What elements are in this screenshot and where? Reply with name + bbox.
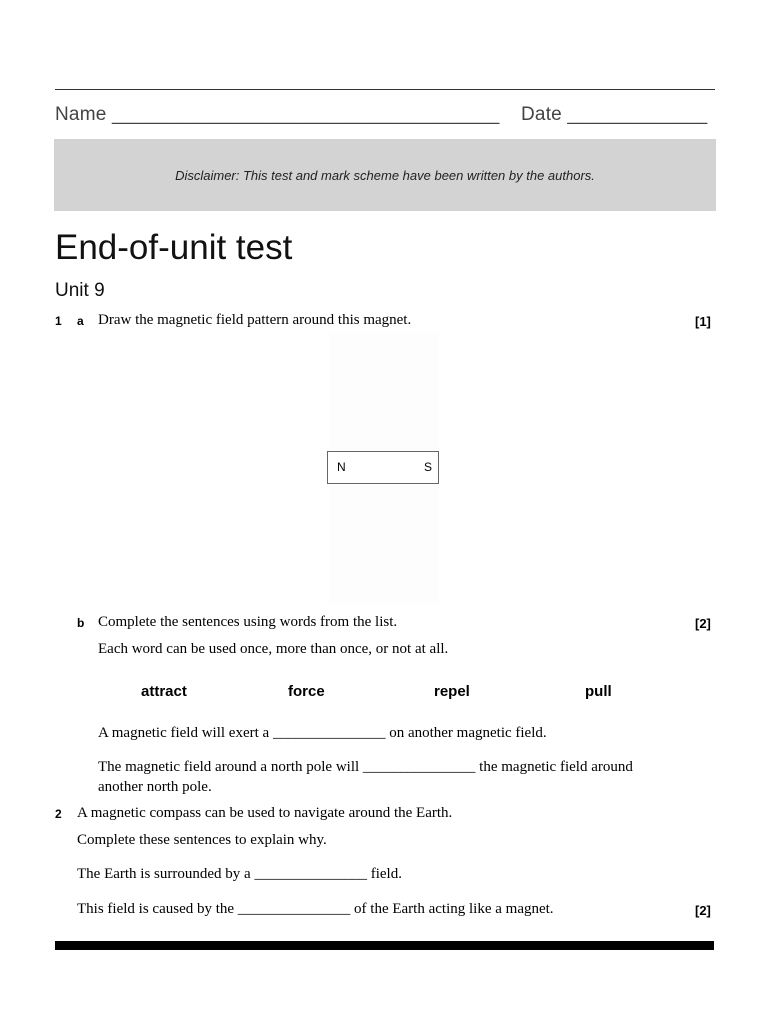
- question-2-sentence-2[interactable]: This field is caused by the _______________ of the Earth acting like a magnet.: [77, 901, 554, 917]
- magnet-south-label: S: [424, 460, 433, 474]
- bottom-rule: [55, 941, 714, 950]
- question-2-marks: [2]: [695, 903, 711, 918]
- question-1b-marks: [2]: [695, 616, 711, 631]
- date-field[interactable]: Date _____________: [521, 104, 708, 125]
- question-1b-instruction: Each word can be used once, more than once, or not at all.: [98, 641, 449, 657]
- word-option-attract: attract: [141, 683, 187, 700]
- word-option-force: force: [288, 683, 325, 700]
- question-2-instruction: Complete these sentences to explain why.: [77, 832, 327, 848]
- question-1b-text: Complete the sentences using words from the list.: [98, 614, 398, 630]
- name-field[interactable]: Name ____________________________________: [55, 104, 500, 125]
- top-rule: [55, 89, 715, 90]
- question-1b-sentence-2[interactable]: The magnetic field around a north pole will _______________ the magnetic field around: [98, 759, 633, 775]
- question-1a-text: Draw the magnetic field pattern around this magnet.: [98, 312, 412, 328]
- question-2-number: 2: [55, 807, 62, 821]
- question-1b-sentence-2-continued: another north pole.: [98, 779, 212, 795]
- question-1a-letter: a: [77, 314, 84, 328]
- question-1-number: 1: [55, 314, 62, 328]
- page-title: End-of-unit test: [55, 228, 293, 267]
- question-1a-marks: [1]: [695, 314, 711, 329]
- question-1b-sentence-1[interactable]: A magnetic field will exert a _______________ on another magnetic field.: [98, 725, 547, 741]
- question-2-text: A magnetic compass can be used to navigate around the Earth.: [77, 805, 453, 821]
- word-option-pull: pull: [585, 683, 612, 700]
- word-option-repel: repel: [434, 683, 470, 700]
- question-1b-letter: b: [77, 616, 85, 630]
- bar-magnet: [327, 451, 439, 484]
- magnet-north-label: N: [337, 460, 346, 474]
- unit-label: Unit 9: [55, 280, 105, 301]
- disclaimer-banner: [54, 139, 716, 211]
- question-2-sentence-1[interactable]: The Earth is surrounded by a _______________ field.: [77, 866, 402, 882]
- disclaimer-text: Disclaimer: This test and mark scheme have been written by the authors.: [175, 167, 595, 183]
